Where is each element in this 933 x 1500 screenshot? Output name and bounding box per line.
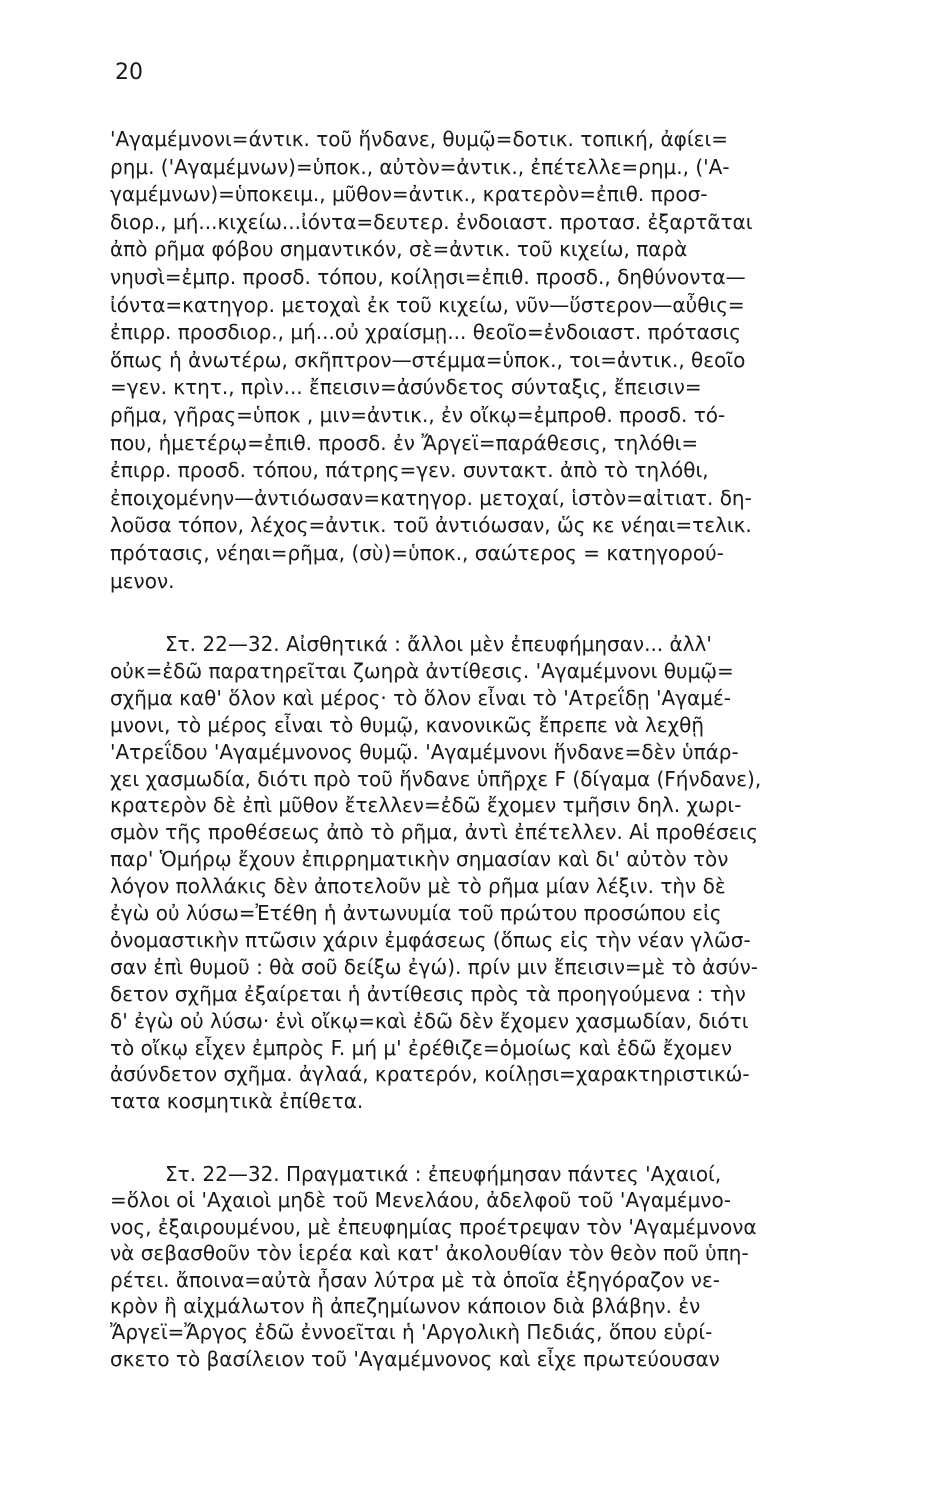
- text-line: ἐπιρρ. προσδ. τόπου, πάτρης=γεν. συντακτ. ἀπὸ τὸ τηλόθι,: [110, 458, 709, 483]
- text-line: ρημ. ('Αγαμέμνων)=ὑποκ., αὐτὸν=ἀντικ., ἐπέτελλε=ρημ., ('Α-: [110, 154, 730, 179]
- text-line: τατα κοσμητικὰ ἐπίθετα.: [110, 1089, 364, 1114]
- text-line: νος, ἐξαιρουμένου, μὲ ἐπευφημίας προέτρεψαν τὸν 'Αγαμέμνονα: [110, 1214, 757, 1239]
- text-line: νηυσὶ=ἐμπρ. προσδ. τόπου, κοίλῃσι=ἐπιθ. προσδ., δηθύνοντα—: [110, 265, 746, 289]
- text-line: δετον σχῆμα ἐξαίρεται ἡ ἀντίθεσις πρὸς τὰ προηγούμενα : τὴν: [110, 981, 746, 1006]
- text-line: διορ., μή...κιχείω...ἰόντα=δευτερ. ἐνδοιαστ. προτασ. ἐξαρτᾶται: [110, 209, 753, 234]
- text-line: ρῆμα, γῆρας=ὑποκ , μιν=ἀντικ., ἐν οἴκῳ=ἐμπροθ. προσδ. τό-: [110, 403, 726, 427]
- text-line: λόγον πολλάκις δὲν ἀποτελοῦν μὲ τὸ ρῆμα μίαν λέξιν. τὴν δὲ: [110, 874, 726, 899]
- text-line: =γεν. κτητ., πρὶν... ἔπεισιν=ἀσύνδετος σύνταξις, ἔπεισιν=: [110, 375, 702, 400]
- page-number: 20: [115, 60, 143, 85]
- text-line: κρατερὸν δὲ ἐπὶ μῦθον ἔτελλεν=ἐδῶ ἔχομεν τμῆσιν δηλ. χωρι-: [110, 793, 742, 818]
- text-line: νὰ σεβασθοῦν τὸν ἱερέα καὶ κατ' ἀκολουθίαν τὸν θεὸν ποῦ ὑπη-: [110, 1241, 749, 1266]
- text-line: σκετο τὸ βασίλειον τοῦ 'Αγαμέμνονος καὶ εἶχε πρωτεύουσαν: [110, 1346, 720, 1371]
- text-line: ὀνομαστικὴν πτῶσιν χάριν ἐμφάσεως (ὅπως εἰς τὴν νέαν γλῶσ-: [110, 927, 751, 952]
- text-line: ρέτει. ἄποινα=αὐτὰ ἦσαν λύτρα μὲ τὰ ὁποῖα ἐξηγόραζον νε-: [110, 1267, 720, 1292]
- text-line: μνονι, τὸ μέρος εἶναι τὸ θυμῷ, κανονικῶς ἔπρεπε νὰ λεχθῇ: [110, 712, 705, 737]
- text-line: 'Ατρεΐδου 'Αγαμέμνονος θυμῷ. 'Αγαμέμνονι ἥνδανε=δὲν ὑπάρ-: [110, 739, 739, 764]
- text-line: Στ. 22—32. Πραγματικά : ἐπευφήμησαν πάντες 'Αχαιοί,: [165, 1162, 722, 1186]
- text-line: γαμέμνων)=ὑποκειμ., μῦθον=ἀντικ., κρατερὸν=ἐπιθ. προσ-: [110, 182, 708, 207]
- text-line: πρότασις, νέηαι=ρῆμα, (σὺ)=ὑποκ., σαώτερος = κατηγορού-: [110, 541, 724, 565]
- text-line: κρὸν ἢ αἰχμάλωτον ἢ ἀπεζημίωνον κάποιον διὰ βλάβην. ἐν: [110, 1294, 701, 1318]
- text-line: οὐκ=ἐδῶ παρατηρεῖται ζωηρὰ ἀντίθεσις. 'Αγαμέμνονι θυμῷ=: [110, 658, 734, 683]
- text-line: λοῦσα τόπον, λέχος=ἀντικ. τοῦ ἀντιόωσαν, ὥς κε νέηαι=τελικ.: [110, 513, 752, 538]
- text-line: σχῆμα καθ' ὅλον καὶ μέρος· τὸ ὅλον εἶναι τὸ 'Ατρεΐδῃ 'Αγαμέ-: [110, 685, 731, 710]
- text-line: σμὸν τῆς προθέσεως ἀπὸ τὸ ρῆμα, ἀντὶ ἐπέτελλεν. Αἱ προθέσεις: [110, 820, 758, 845]
- text-line: ἰόντα=κατηγορ. μετοχαὶ ἐκ τοῦ κιχείω, νῦν—ὕστερον—αὖθις=: [110, 292, 745, 317]
- text-line: χει χασμωδία, διότι πρὸ τοῦ ἥνδανε ὑπῆρχε F (δίγαμα (Fήνδανε),: [110, 766, 762, 791]
- text-line: μενον.: [110, 568, 175, 593]
- text-line: ἐγὼ οὐ λύσω=Ἐτέθη ἡ ἀντωνυμία τοῦ πρώτου προσώπου εἰς: [110, 901, 722, 925]
- text-line: δ' ἐγὼ οὐ λύσω· ἐνὶ οἴκῳ=καὶ ἐδῶ δὲν ἔχομεν χασμωδίαν, διότι: [110, 1008, 749, 1033]
- text-line: ἐπιρρ. προσδιορ., μή...οὐ χραίσμῃ... θεοῖο=ἐνδοιαστ. πρότασις: [110, 320, 741, 345]
- text-line: Ἄργεϊ=Ἄργος ἐδῶ ἐννοεῖται ἡ 'Αργολικὴ Πεδιάς, ὅπου εὑρί-: [110, 1320, 713, 1345]
- text-line: παρ' Ὁμήρῳ ἔχουν ἐπιρρηματικὴν σημασίαν καὶ δι' αὐτὸν τὸν: [110, 847, 729, 872]
- text-line: τὸ οἴκῳ εἶχεν ἐμπρὸς F. μή μ' ἐρέθιζε=ὁμοίως καὶ ἐδῶ ἔχομεν: [110, 1035, 733, 1060]
- text-line: =ὅλοι οἱ 'Αχαιοὶ μηδὲ τοῦ Μενελάου, ἀδελφοῦ τοῦ 'Αγαμέμνο-: [110, 1188, 731, 1213]
- text-line: ἐποιχομένην—ἀντιόωσαν=κατηγορ. μετοχαί, ἱστὸν=αἰτιατ. δη-: [110, 485, 752, 510]
- text-line: Στ. 22—32. Αἰσθητικά : ἄλλοι μὲν ἐπευφήμησαν... ἀλλ': [165, 632, 712, 656]
- text-line: 'Αγαμέμνονι=άντικ. τοῦ ἥνδανε, θυμῷ=δοτικ. τοπική, ἀφίει=: [110, 127, 728, 151]
- text-line: σαν ἐπὶ θυμοῦ : θὰ σοῦ δείξω ἐγώ). πρίν μιν ἔπεισιν=μὲ τὸ ἀσύν-: [110, 954, 758, 979]
- text-line: που, ἡμετέρῳ=ἐπιθ. προσδ. ἐν Ἄργεϊ=παράθεσις, τηλόθι=: [110, 430, 699, 455]
- text-line: ἀσύνδετον σχῆμα. ἀγλαά, κρατερόν, κοίλῃσι=χαρακτηριστικώ-: [110, 1062, 750, 1087]
- text-line: ὅπως ἡ ἀνωτέρω, σκῆπτρον—στέμμα=ὑποκ., τοι=ἀντικ., θεοῖο: [110, 347, 746, 372]
- text-line: ἀπὸ ρῆμα φόβου σημαντικόν, σὲ=ἀντικ. τοῦ κιχείω, παρὰ: [110, 237, 688, 262]
